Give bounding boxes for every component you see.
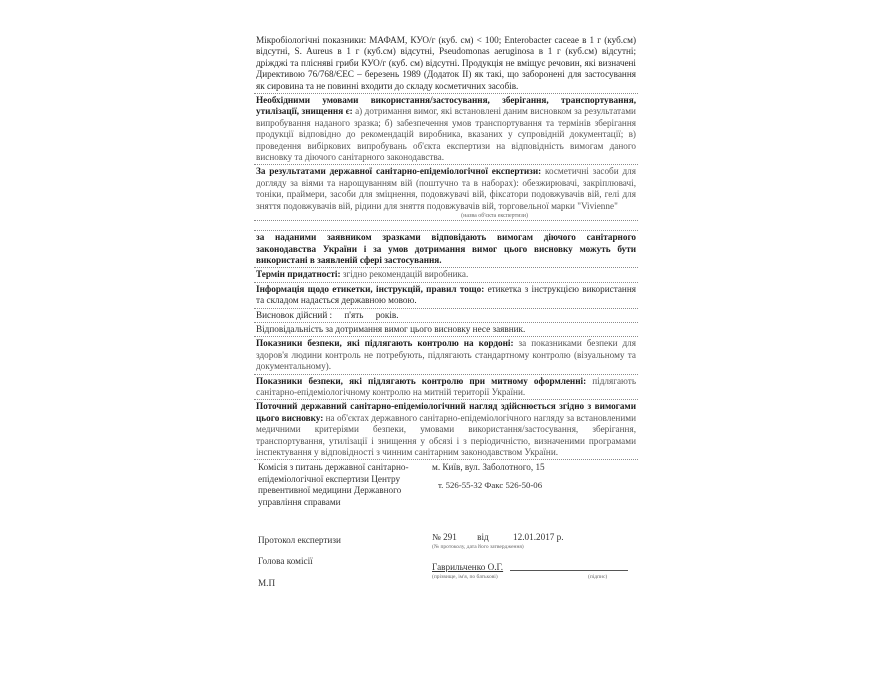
- supervision-section: [254, 400, 638, 460]
- results-caption: (назва об'єкта експертизи): [254, 213, 638, 221]
- protocol-from: від: [477, 532, 489, 542]
- label-info-heading: Інформація щодо етикетки, інструкцій, правил тощо:: [256, 283, 485, 294]
- results-heading: За результатами державної санітарно-епідеміологічної експертизи:: [256, 166, 542, 177]
- customs-heading: Показники безпеки, які підлягають контролю при митному оформленні:: [256, 375, 587, 386]
- shelf-life-heading: Термін придатності:: [256, 269, 341, 280]
- signer-caption: (прізвище, ім'я, по батькові): [432, 574, 498, 580]
- conditions-text: а) дотримання вимог, які встановлені даним висновком за результатами випробування наданого зразка; б) забезпечення умов транспортування та термінів зберігання продукції відповідно до рекомендацій виробника, вказаних у супровідній документації; в) проведення вибіркових випробувань об'єкта експертизи на відповідність вимогам даного висновку та діючого санітарного законодавства.: [256, 106, 636, 163]
- customs-text: підлягають санітарно-епідеміологічному контролю на митній території України.: [256, 375, 637, 397]
- microbiology-text: Мікробіологічні показники: МАФАМ, КУО/г (куб. см) < 100; Enterobacter caceae в 1 г (куб.см) відсутні, S. Aureus в 1 г (куб.см) відсутні, Pseudomonas aeruginosa в 1 г (куб.см) відсутні; дріжджі та пліснявi гриби КУО/г (куб. см) відсутні. Продукція не вміщує речовин, які визначені Директивою 76/768/ЄЕС – березень 1989 (Додаток II) як такі, що заборонені для застосування як сировина та не повинні входити до складу косметичних засобів.: [256, 35, 636, 91]
- results-text: косметичні засоби для догляду за віями та нарощуванням вій (поштучно та в наборах): обезжирювачі, закріплювачі, тоніки, праймери, засоби для зміцнення, подовжувачі вій, фіксатори подовжувачів вій, гелі для зняття подовжувачів вій, рідини для зняття подовжувачів вій, торговельної марки "Vivienne": [256, 166, 636, 211]
- border-control-heading: Показники безпеки, які підлягають контролю на кордоні:: [256, 338, 514, 349]
- validity-label: Висновок дійсний :: [256, 309, 333, 320]
- microbiology-section: [254, 34, 638, 94]
- head-of-commission-label: Голова комісії: [258, 556, 313, 566]
- address-text: м. Київ, вул. Заболотного, 15: [432, 462, 545, 472]
- conditions-section: [254, 94, 638, 165]
- border-control-text: за показниками безпеки для здоров'я людини контроль не потребують, підлягають стандартному контролю (візуальному та документальному).: [256, 338, 636, 372]
- phone-text: т. 526-55-32 Факс 526-50-06: [438, 479, 543, 490]
- signature-line: [510, 570, 628, 571]
- label-info-text: етикетка з інструкцією використання та складом надається державною мовою.: [256, 283, 636, 306]
- supervision-heading: Поточний державний санітарно-епідеміологічний нагляд здійснюється згідно з вимогами цього висновку:: [256, 401, 636, 423]
- spacer: [254, 221, 638, 231]
- validity-value: п'ять: [344, 309, 364, 320]
- signature-caption: (підпис): [588, 574, 608, 580]
- conditions-heading: Необхідними умовами використання/застосування, зберігання, транспортування, утилізації, знищення є:: [256, 95, 636, 117]
- shelf-life-section: [254, 268, 638, 282]
- protocol-date: 12.01.2017 р.: [513, 532, 564, 542]
- protocol-info: [432, 532, 564, 542]
- shelf-life-text: згідно рекомендацій виробника.: [340, 269, 469, 280]
- commission-name: Комісія з питань державної санітарно-епідеміологічної експертизи Центру превентивної медицини Державного управління справами: [258, 462, 409, 507]
- compliance-text: за наданими заявником зразками відповідають вимогам діючого санітарного законодавства України і за умов дотримання вимог цього висновку можуть бути використані в заявленій сфері застосування.: [256, 232, 636, 265]
- label-info-section: [254, 283, 638, 309]
- customs-section: [254, 375, 638, 401]
- border-control-section: [254, 337, 638, 374]
- compliance-section: [254, 231, 638, 268]
- validity-unit: років.: [375, 309, 399, 320]
- protocol-caption: (№ протоколу, дата його затвердження): [432, 544, 524, 550]
- protocol-number: № 291: [432, 532, 457, 542]
- responsibility-text: Відповідальність за дотримання вимог цього висновку несе заявник.: [256, 323, 526, 334]
- responsibility-section: [254, 323, 638, 337]
- document-body: [254, 34, 638, 460]
- stamp-place-label: М.П: [258, 578, 276, 588]
- supervision-text: на об'єктах державного санітарно-епідеміологічного нагляду за встановленими медичними критеріями безпеки, умовами використання/застосування, зберігання, транспортування, утилізації і знищення у обсязі і з періодичністю, визначеними програмами інспектування у відповідності з чинним санітарним законодавством України.: [256, 412, 637, 457]
- results-section: [254, 165, 638, 213]
- address-block: [432, 462, 632, 491]
- signer-name: Гаврильченко О.Г.: [432, 562, 504, 572]
- protocol-label: Протокол експертизи: [258, 535, 341, 545]
- validity-section: [254, 309, 638, 323]
